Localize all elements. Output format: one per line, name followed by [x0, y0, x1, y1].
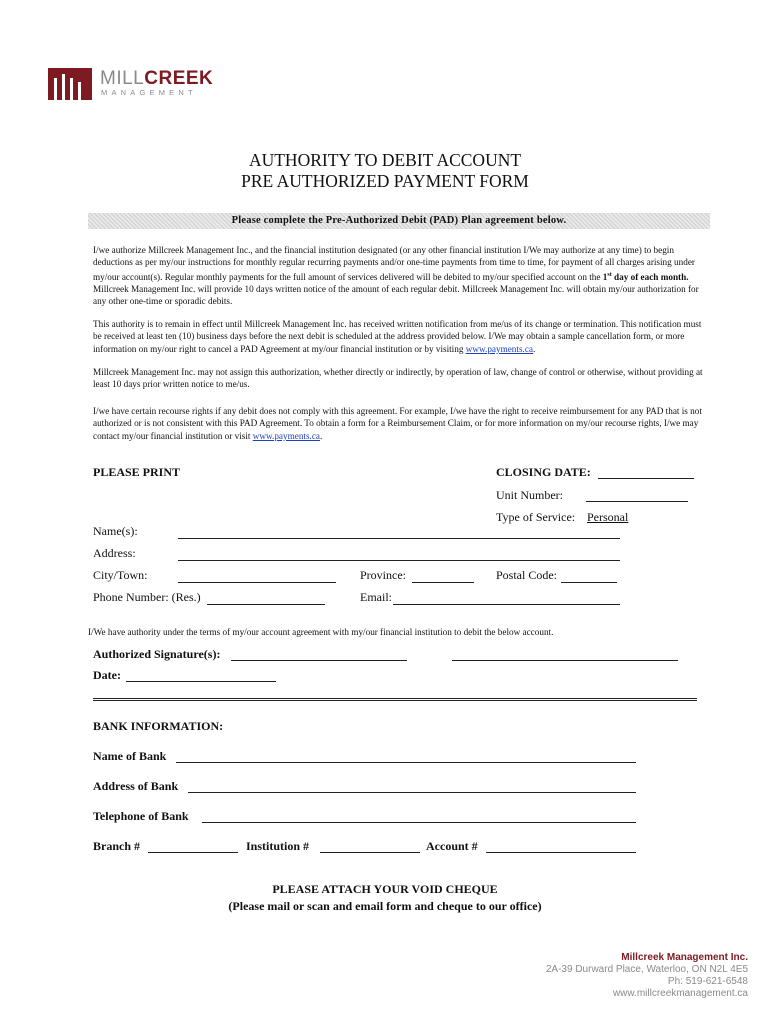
branch-label: Branch #: [93, 839, 141, 853]
date-label: Date:: [93, 668, 121, 682]
bank-telephone-field[interactable]: [202, 810, 636, 823]
bank-name-field[interactable]: [176, 750, 636, 763]
instruction-banner: Please complete the Pre-Authorized Debit (PAD) Plan agreement below.: [88, 213, 710, 229]
authority-statement: I/We have authority under the terms of my/our account agreement with my/our financial institution to debit the below account.: [88, 627, 554, 637]
date-field[interactable]: [126, 669, 276, 682]
bank-name-label: Name of Bank: [93, 749, 167, 763]
names-field[interactable]: [178, 526, 620, 539]
bank-telephone-label: Telephone of Bank: [93, 809, 189, 823]
email-label: Email:: [360, 590, 392, 604]
postal-code-label: Postal Code:: [496, 568, 558, 582]
bank-address-field[interactable]: [188, 780, 636, 793]
logo-subtitle: MANAGEMENT: [101, 88, 197, 97]
city-label: City/Town:: [93, 568, 148, 582]
city-field[interactable]: [178, 570, 336, 583]
bank-address-label: Address of Bank: [93, 779, 179, 793]
unit-number-label: Unit Number:: [496, 488, 563, 502]
province-label: Province:: [360, 568, 406, 582]
institution-field[interactable]: [320, 840, 420, 853]
agreement-paragraph-1: I/we authorize Millcreek Management Inc., and the financial institution designated (or any other financial institution I/We may authorize at any time) to begin deductions as per my/our instructions for monthly regular recurring payments and/or one-time payments from time to time, for payment of all charges arising under my/our account(s). Regular monthly payments for the full amount of services delivered will be debited to my/our specified account on the 1st day of each month. Millcreek Management Inc. will provide 10 days written notice of the amount of each regular debit. Millcreek Management Inc. will obtain my/our authorization for any other one-time or sporadic debits.: [93, 245, 699, 307]
agreement-paragraph-4: I/we have certain recourse rights if any debit does not comply with this agreement. For example, I/we have the right to receive reimbursement for any PAD that is not authorized or is not consistent with this PAD Agreement. To obtain a form for a Reimbursement Claim, or for more information on my/our recourse rights, I/we may contact my/our financial institution or visit www.payments.ca.: [93, 406, 702, 441]
branch-field[interactable]: [148, 840, 238, 853]
payments-link[interactable]: www.payments.ca: [465, 343, 533, 354]
phone-label: Phone Number: (Res.): [93, 590, 201, 604]
unit-number-field[interactable]: [586, 489, 688, 502]
footer-address: 2A-39 Durward Place, Waterloo, ON N2L 4E5: [545, 964, 748, 975]
agreement-paragraph-3: Millcreek Management Inc. may not assign this authorization, whether directly or indirectly, by operation of law, change of control or otherwise, without providing at least 10 days prior written notice to me/us.: [93, 367, 703, 390]
footer-company: Millcreek Management Inc.: [621, 952, 748, 963]
please-print-label: PLEASE PRINT: [93, 465, 181, 479]
province-field[interactable]: [412, 570, 474, 583]
attach-cheque-heading: PLEASE ATTACH YOUR VOID CHEQUE: [272, 882, 498, 896]
agreement-paragraph-2: This authority is to remain in effect until Millcreek Management Inc. has received written notification from me/us of its change or termination. This notification must be received at least ten (10) business days before the next debit is scheduled at the address provided below. I/We may obtain a sample cancellation form, or more information on my/our right to cancel a PAD Agreement at my/our financial institution or by visiting www.payments.ca.: [93, 319, 702, 354]
address-label: Address:: [93, 546, 136, 560]
type-of-service-label: Type of Service:: [496, 510, 576, 524]
attach-cheque-instruction: (Please mail or scan and email form and cheque to our office): [228, 899, 542, 913]
bank-info-heading: BANK INFORMATION:: [93, 719, 224, 733]
closing-date-field[interactable]: [598, 466, 694, 479]
signature-field-1[interactable]: [231, 648, 407, 661]
postal-code-field[interactable]: [561, 570, 617, 583]
section-divider: [93, 698, 697, 701]
company-logo: [48, 66, 248, 102]
signature-label: Authorized Signature(s):: [93, 647, 221, 661]
address-field[interactable]: [178, 548, 620, 561]
signature-field-2[interactable]: [452, 648, 678, 661]
payments-link-2[interactable]: www.payments.ca: [252, 430, 321, 441]
footer-website[interactable]: www.millcreekmanagement.ca: [612, 988, 748, 999]
closing-date-label: CLOSING DATE:: [496, 465, 591, 479]
names-label: Name(s):: [93, 524, 138, 538]
form-title-line2: PRE AUTHORIZED PAYMENT FORM: [241, 171, 529, 191]
logo-wordmark: MILLCREEK: [100, 68, 214, 89]
type-of-service-value[interactable]: Personal: [587, 510, 629, 524]
millcreek-logo-icon: [48, 66, 92, 100]
footer-phone: Ph: 519-621-6548: [667, 976, 748, 987]
account-field[interactable]: [486, 840, 636, 853]
institution-label: Institution #: [246, 839, 310, 853]
account-label: Account #: [426, 839, 478, 853]
phone-field[interactable]: [207, 592, 325, 605]
form-title-line1: AUTHORITY TO DEBIT ACCOUNT: [248, 150, 522, 170]
email-field[interactable]: [393, 592, 620, 605]
